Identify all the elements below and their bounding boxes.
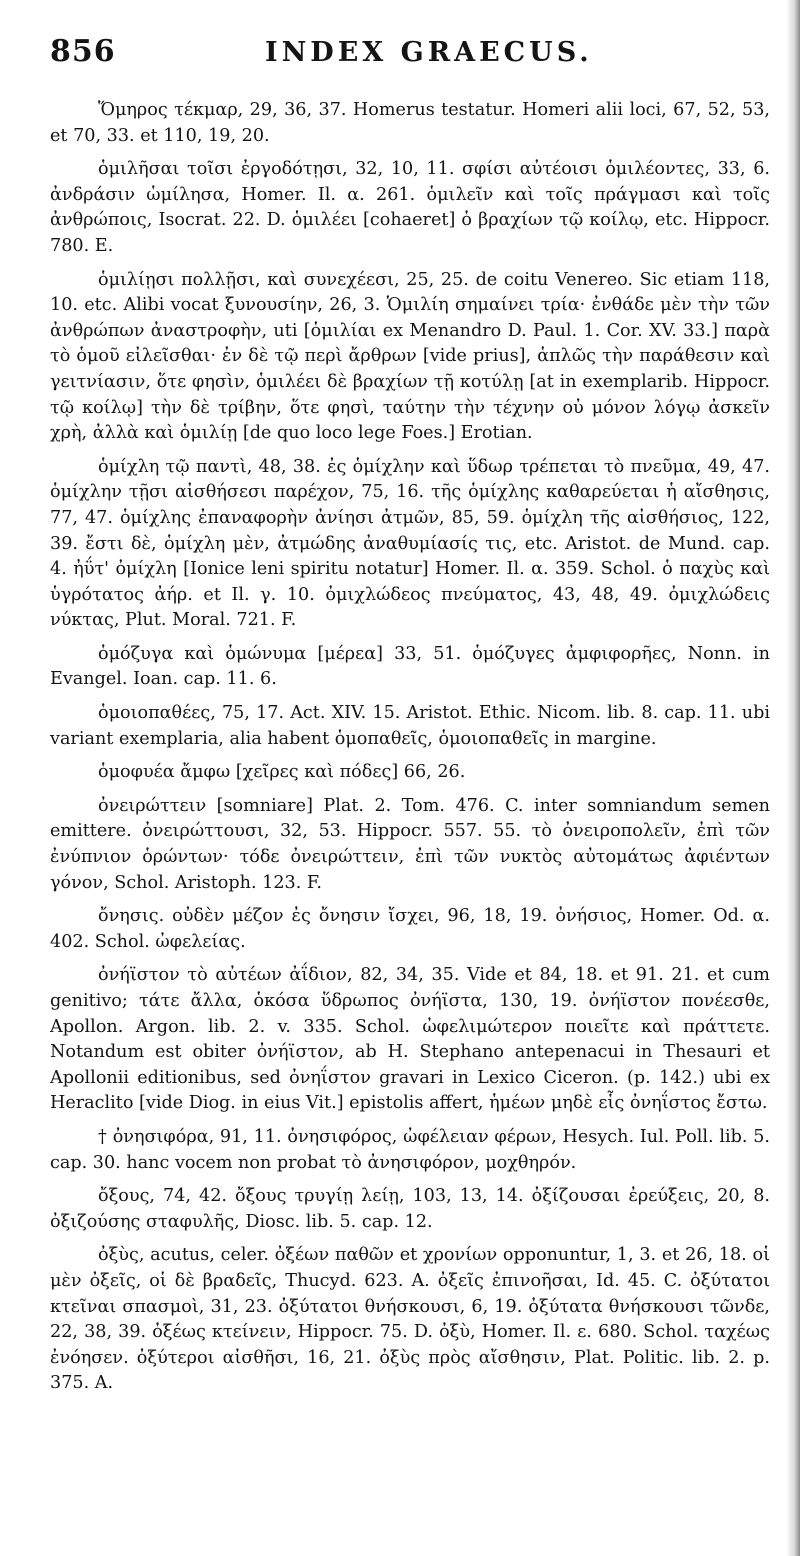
index-entries bbox=[50, 98, 770, 1397]
index-entry: ὁμόζυγα καὶ ὁμώνυμα [μέρεα] 33, 51. ὁμόζυγες ἀμφιφορῆες, Nonn. in Evangel. Ioan. cap. 11. 6. bbox=[50, 643, 770, 690]
index-entry: ὄνησις. οὐδὲν μέζον ἐς ὄνησιν ἴσχει, 96, 18, 19. ὀνήσιος, Homer. Od. α. 402. Schol. ὠφελείας. bbox=[50, 906, 770, 952]
index-entry: ὁμοιοπαθέες, 75, 17. Act. XIV. 15. Aristot. Ethic. Nicom. lib. 8. cap. 11. ubi variant exemplaria, alia habent ὁμοπαθεῖς, ὁμοιοπαθεῖς in margine. bbox=[50, 703, 770, 749]
index-entry: ὀνήϊστον τὸ αὐτέων ἀΐδιον, 82, 34, 35. Vide et 84, 18. et 91. 21. et cum genitivo; τάτε ἄλλα, ὁκόσα ὕδρωπος ὀνήϊστα, 130, 19. ὀνήϊστον πονέεσθε, Apollon. Argon. lib. 2. v. 335. Schol. ὠφελιμώτερον ποιεῖτε καὶ πράττετε. Notandum est obiter ὀνήϊστον, ab H. Stephano antepenacui in Thesauri et Apollonii editionibus, sed ὀνηΐστον gravari in Lexico Ciceron. (p. 142.) ubi ex Heraclito [vide Diog. in eius Vit.] epistolis affert, ἡμέων μηδὲ εἷς ὀνηΐστος ἔστω. bbox=[50, 965, 770, 1114]
index-entry: ὁμοφυέα ἄμφω [χεῖρες καὶ πόδες] 66, 26. bbox=[98, 762, 466, 783]
index-entry: ὁμιλῆσαι τοῖσι ἐργοδότῃσι, 32, 10, 11. σφίσι αὐτέοισι ὁμιλέοντες, 33, 6. ἀνδράσιν ὡμίλησα, Homer. Il. α. 261. ὁμιλεῖν καὶ τοῖς πράγμασι καὶ τοῖς ἀνθρώποις, Isocrat. 22. D. ὁμιλέει [cohaeret] ὁ βραχίων τῷ κοίλῳ, etc. Hippocr. 780. E. bbox=[50, 159, 770, 256]
page-number: 856 bbox=[50, 34, 116, 69]
index-entry: ὀνειρώττειν [somniare] Plat. 2. Tom. 476. C. inter somniandum semen emittere. ὀνειρώττουσι, 32, 53. Hippocr. 557. 55. τὸ ὀνειροπολεῖν, ἐπὶ τῶν ἐνύπνιον ὁρώντων· τόδε ὀνειρώττειν, ἐπὶ τῶν νυκτὸς αὐτομάτως ἀφιέντων γόνον, Schol. Aristoph. 123. F. bbox=[50, 795, 770, 893]
index-entry: ὁμίχλη τῷ παντὶ, 48, 38. ἐς ὁμίχλην καὶ ὕδωρ τρέπεται τὸ πνεῦμα, 49, 47. ὁμίχλην τῇσι αἰσθήσεσι παρέχον, 75, 16. τῆς ὁμίχλης καθαρεύεται ἡ αἴσθησις, 77, 47. ὁμίχλης ἐπαναφορὴν ἀνίησι ἀτμῶν, 85, 59. ὁμίχλη τῆς αἰσθήσιος, 122, 39. ἔστι δὲ, ὁμίχλη μὲν, ἀτμώδης ἀναθυμίασίς τις, etc. Aristot. de Mund. cap. 4. ἠΰτ' ὀμίχλη [Ionice leni spiritu notatur] Homer. Il. α. 359. Schol. ὁ παχὺς καὶ ὑγρότατος ἀήρ. et Il. γ. 10. ὀμιχλώδεος πνεύματος, 43, 48, 49. ὀμιχλώδεις νύκτας, Plut. Moral. 721. F. bbox=[50, 456, 770, 631]
page-gutter-shadow bbox=[786, 0, 800, 1556]
index-entry: ὀξὺς, acutus, celer. ὀξέων παθῶν et χρονίων opponuntur, 1, 3. et 26, 18. οἱ μὲν ὀξεῖς, οἱ δὲ βραδεῖς, Thucyd. 623. A. ὀξεῖς ἐπινοῆσαι, Id. 45. C. ὀξύτατοι κτεῖναι σπασμοὶ, 31, 23. ὀξύτατοι θνήσκουσι, 6, 19. ὀξύτατα θνήσκουσι τῶνδε, 22, 38, 39. ὀξέως κτείνειν, Hippocr. 75. D. ὀξὺ, Homer. Il. ε. 680. Schol. ταχέως ἐνόησεν. ὀξύτεροι αἰσθῆσι, 16, 21. ὀξὺς πρὸς αἴσθησιν, Plat. Politic. lib. 2. p. 375. A. bbox=[50, 1245, 770, 1394]
index-entry: ὄξους, 74, 42. ὄξους τρυγίῃ λείῃ, 103, 13, 14. ὀξίζουσαι ἐρεύξεις, 20, 8. ὀξιζούσης σταφυλῆς, Diosc. lib. 5. cap. 12. bbox=[50, 1186, 770, 1232]
index-entry: † ὀνησιφόρα, 91, 11. ὀνησιφόρος, ὠφέλειαν φέρων, Hesych. Iul. Poll. lib. 5. cap. 30. hanc vocem non probat τὸ ἀνησιφόρον, μοχθηρόν. bbox=[50, 1126, 770, 1173]
index-entry: Ὅμηρος τέκμαρ, 29, 36, 37. Homerus testatur. Homeri alii loci, 67, 52, 53, et 70, 33. et 110, 19, 20. bbox=[50, 100, 770, 146]
running-head: INDEX GRAECUS. bbox=[265, 37, 593, 68]
page-header bbox=[50, 34, 770, 90]
index-entry: ὁμιλίῃσι πολλῇσι, καὶ συνεχέεσι, 25, 25. de coitu Venereo. Sic etiam 118, 10. etc. Alibi vocat ξυνουσίην, 26, 3. Ὁμιλίη σημαίνει τρία· ἐνθάδε μὲν τὴν τῶν ἀνθρώπων ἀναστροφὴν, uti [ὁμιλίαι ex Menandro D. Paul. 1. Cor. XV. 33.] παρὰ τὸ ὁμοῦ εἰλεῖσθαι· ἐν δὲ τῷ περὶ ἄρθρων [vide prius], ἁπλῶς τὴν παράθεσιν καὶ γειτνίασιν, ὅτε φησὶν, ὁμιλέει δὲ βραχίων τῇ κοτύλῃ [at in exemplarib. Hippocr. τῷ κοίλῳ] τὴν δὲ τρίβην, ὅτε φησὶ, ταύτην τὴν τέχνην οὐ μόνον λόγῳ ἀσκεῖν χρὴ, ἀλλὰ καὶ ὁμιλίῃ [de quo loco lege Foes.] Erotian. bbox=[50, 269, 770, 444]
